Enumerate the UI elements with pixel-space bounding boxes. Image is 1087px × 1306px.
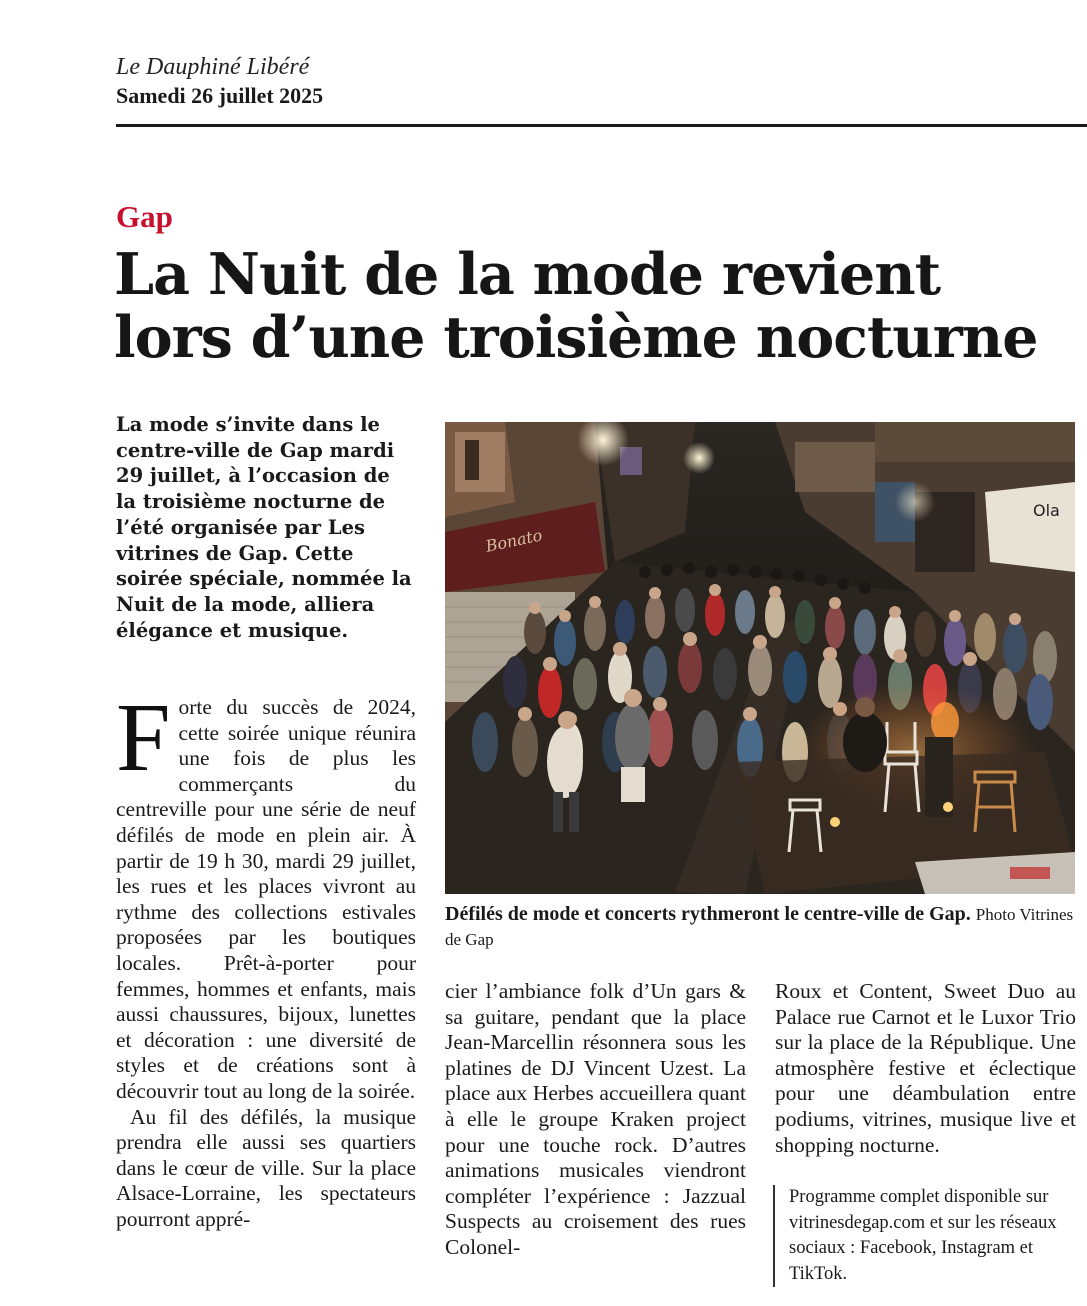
article-headline: La Nuit de la mode revient lors d’une troisième nocturne [114, 241, 1038, 371]
paragraph-2-start: Au fil des défilés, la musique prendra elle aussi ses quartiers dans le cœur de ville. Sur la place Alsace-Lorraine, les spectateurs pourront appré- [116, 1104, 416, 1231]
photo-credit: Photo Vitrines de Gap [445, 905, 1074, 949]
paragraph-2-end: Roux et Content, Sweet Duo au Palace rue Carnot et le Luxor Trio sur la place de la République. Une atmosphère festive et éclectique pour une déambulation entre podiums, vitrines, musique live et shopping nocturne. [775, 979, 1076, 1157]
masthead [116, 52, 323, 110]
street-crowd-photo [445, 422, 1075, 894]
paragraph-1 [116, 684, 416, 1105]
caption-text: Défilés de mode et concerts rythmeront le centre-ville de Gap. [445, 903, 971, 925]
storefront-sign-ola: Ola [1033, 501, 1060, 520]
article-photo [445, 422, 1075, 894]
body-column-1 [116, 684, 416, 1232]
paragraph-1-text: orte du succès de 2024, cette soirée unique réunira une fois de plus les commerçants du centreville pour une série de neuf défilés de mode en plein air. À partir de 19 h 30, mardi 29 juillet, les rues et les places vivront au rythme des collections estivales proposées par les boutiques locales. Prêt-à-porter pour femmes, hommes et enfants, mais aussi chaussures, bijoux, lunettes et décoration : une diversité de styles et de créations sont à découvrir tout au long de la soirée. [116, 695, 416, 1103]
info-note: Programme complet disponible sur vitrinesdegap.com et sur les réseaux sociaux : Facebook, Instagram et TikTok. [773, 1185, 1087, 1287]
drop-cap: F [116, 684, 171, 792]
storefront-sign-bonato: Bonato [483, 525, 544, 556]
photo-caption [445, 902, 1075, 952]
section-kicker: Gap [116, 199, 173, 234]
body-column-3 [775, 979, 1076, 1158]
issue-date: Samedi 26 juillet 2025 [116, 83, 324, 108]
article-lede: La mode s’invite dans le centre-ville de Gap mardi 29 juillet, à l’occasion de la troisième nocturne de l’été organisée par Les vitrines de Gap. Cette soirée spéciale, nommée la Nuit de la mode, alliera élégance et musique. [116, 413, 412, 642]
masthead-rule [116, 124, 1087, 127]
body-column-2 [445, 979, 746, 1261]
paragraph-2-middle: cier l’ambiance folk d’Un gars & sa guitare, pendant que la place Jean-Marcellin résonnera sous les platines de DJ Vincent Uzest. La place aux Herbes accueillera quant à elle le groupe Kraken project pour une touche rock. D’autres animations musicales viendront compléter l’expérience : Jazzual Suspects au croisement des rues Colonel- [445, 979, 746, 1259]
newspaper-name: Le Dauphiné Libéré [116, 54, 310, 80]
